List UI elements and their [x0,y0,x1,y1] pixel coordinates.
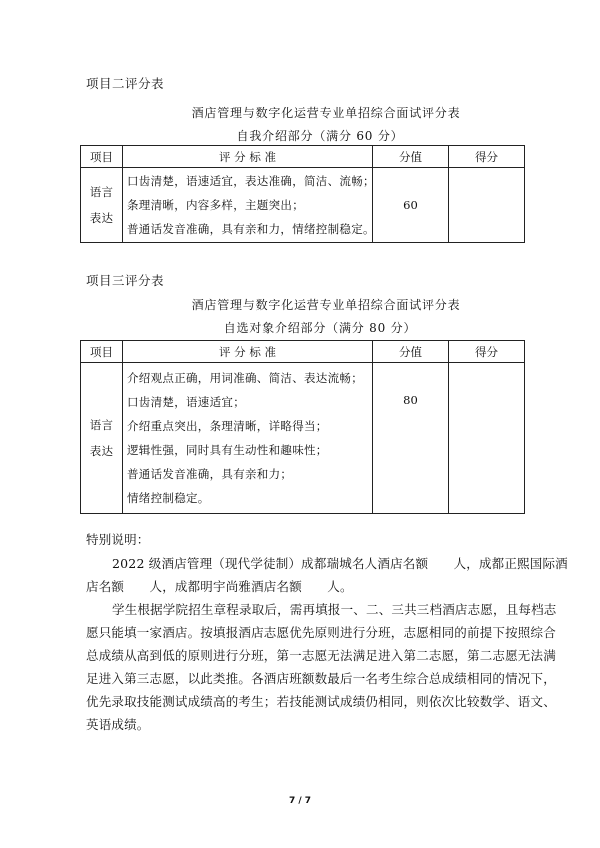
paragraph-line: 店名额 人，成都明宇尚雅酒店名额 人。 [86,579,353,594]
header-criteria: 评 分 标 准 [123,341,373,363]
criteria-line: 普通话发音准确，具有亲和力，情绪控制稳定。 [127,222,375,236]
section2-table-title: 酒店管理与数字化运营专业单招综合面试评分表 [191,106,461,120]
header-got: 得分 [449,146,525,168]
paragraph-line: 英语成绩。 [86,717,150,732]
criteria-cell [123,363,373,514]
header-score: 分值 [373,146,449,168]
criteria-line: 情绪控制稳定。 [127,491,210,505]
section3-label: 项目三评分表 [86,273,165,288]
notes-paragraph-1 [86,552,568,598]
criteria-line: 口齿清楚，语速适宜，表达准确，简洁、流畅； [127,174,375,188]
paragraph-line: 优先录取技能测试成绩高的考生；若技能测试成绩仍相同，则依次比较数学、语文、 [86,694,556,709]
header-criteria: 评 分 标 准 [123,146,373,168]
paragraph-line: 学生根据学院招生章程录取后，需再填报一、二、三共三档酒店志愿，且每档志 [112,602,557,617]
score-value: 60 [373,168,449,243]
header-score: 分值 [373,341,449,363]
header-got: 得分 [449,341,525,363]
table-header-row [81,146,525,168]
item-label-line: 语言 [89,418,114,432]
table-header-row [81,341,525,363]
item-cell [81,168,123,243]
item-cell [81,363,123,514]
section2-score-table [80,145,525,243]
section2-table-subtitle: 自我介绍部分（满分 60 分） [236,129,404,143]
paragraph-line: 足进入第三志愿，以此类推。各酒店班额数最后一名考生综合总成绩相同的情况下， [86,671,556,686]
got-value [449,168,525,243]
criteria-line: 普通话发音准确，具有亲和力； [127,467,293,481]
paragraph-line: 总成绩从高到低的原则进行分班，第一志愿无法满足进入第二志愿，第二志愿无法满 [86,648,556,663]
notes-heading: 特别说明： [86,532,150,547]
section3-table-title: 酒店管理与数字化运营专业单招综合面试评分表 [191,298,461,312]
page-number: 7 / 7 [288,796,312,806]
item-label-line: 表达 [89,211,114,225]
criteria-line: 介绍重点突出，条理清晰，详略得当； [127,419,328,433]
item-label-line: 语言 [89,185,114,199]
notes-paragraph-2 [86,598,556,736]
paragraph-line: 愿只能填一家酒店。按填报酒店志愿优先原则进行分班，志愿相同的前提下按照综合 [86,625,556,640]
paragraph-line: 2022 级酒店管理（现代学徒制）成都瑞城名人酒店名额 人，成都正熙国际酒 [112,556,568,571]
section3-score-table [80,340,525,514]
criteria-line: 口齿清楚，语速适宜； [127,395,245,409]
header-item: 项目 [81,146,123,168]
criteria-line: 条理清晰，内容多样，主题突出； [127,198,304,212]
item-label-line: 表达 [89,444,114,458]
table-row [81,168,525,243]
criteria-cell [123,168,373,243]
criteria-line: 介绍观点正确，用词准确、简洁、表达流畅； [127,371,363,385]
section2-label: 项目二评分表 [86,76,165,91]
table-row [81,363,525,514]
got-value [449,363,525,514]
section3-table-subtitle: 自选对象介绍部分（满分 80 分） [223,321,417,335]
criteria-line: 逻辑性强，同时具有生动性和趣味性； [127,443,328,457]
score-value: 80 [373,363,449,514]
header-item: 项目 [81,341,123,363]
